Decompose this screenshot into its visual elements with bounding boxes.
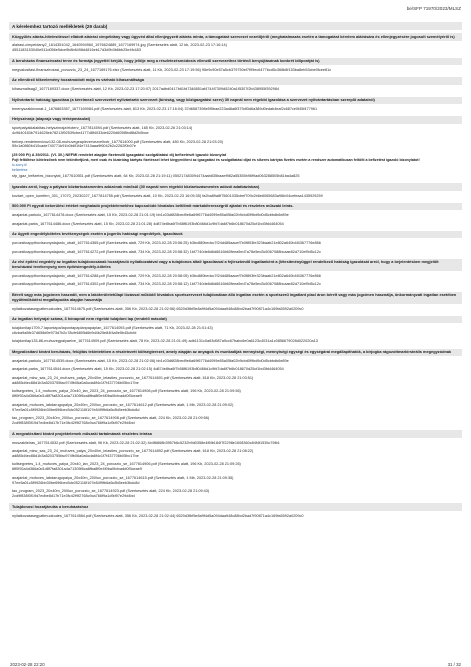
attachment-file-line: koztart_open_komfem_301_17070_20230227_1677814755.pdf (Szerkesztés alatt, 10 Kb, 2023-02-23 16:05:35) fa2ba89a8f75601035cbef709c2b6e6065683a96fc04cefeaa1435929259 xyxy=(12,193,323,198)
attachment-file-line: tao_program_2023_20x40m_200lux_porozzio_se_1677614923.pdf (Szerkesztés alatt, 224 Kb, 2023-02-28 21:09:43) xyxy=(12,489,210,494)
attachment-file-line: anajanlat_mufuves_labdarugopalya_20x40m_200lux_porozzio_se_1677614615.pdf (Szerkesztés alatt, 1 Mb, 2023-02-28 21:09:35) xyxy=(12,475,234,480)
attachment-file-line: 2cd9f838f3f19d7edbe8d17b71e3fc42f9f2768c9ca766f9a1d9d97e29d4bd xyxy=(12,421,135,426)
attachment-file-row[interactable] xyxy=(9,389,462,402)
section-heading: Közgyűlés alárás-hitelesítéssel ellátott aláírási címpéldány vagy ügyvéd által ellenjegyzett aláírás minta, a támogatást szervezet vezetőjéről (meghatalmazás esetén a támogatást kérelem aláírására és ellenjegyzésére jogosult személyéről is) xyxy=(9,33,462,41)
attachment-file-line: muszakileiras_1677614532.pdf (Szerkesztés alatt, 96 Kb, 2023-02-28 21:02:32) 4b4f6868b3957b6c5232b9d0358e4f6fb184f7f2298e1608360c84f4f1535c76fb1 xyxy=(12,440,280,445)
attachment-file-row[interactable] xyxy=(9,86,462,95)
attachment-file-line: sportpalyakialakitas-helyszinrajz/eloterv_1677814594.pdf (Szerkesztés alatt, 165 Kb, 2023-02-26 21:03:14) xyxy=(12,126,193,131)
attachment-file-row[interactable] xyxy=(9,221,462,230)
section-heading: Helyszínrajz (alaprajz vagy térképmásolat) xyxy=(9,116,462,124)
attachment-file-row[interactable] xyxy=(9,139,462,152)
attachment-file-row[interactable] xyxy=(9,273,462,282)
section-heading: Az elvi építési engedély az ingatlan tulajdonosának hozzájáruló nyilatkozatával vagy a tulajdonos általi igazolással a fejlesztendő ingatlanként a (létesítményüggel rendelkező hatóság igazolását arról, hogy a bejelentésben megjelölt beruházási tevékenység nem építésiengedély-köteles xyxy=(9,259,462,271)
fee-notice xyxy=(9,152,462,173)
attachment-sections-bottom xyxy=(9,173,462,521)
attachment-file-line: porozsitoappthoviszonyalajanlo_ubalt_1677614288.pdf (Szerkesztés alatt, 729 Kb, 2023-02-28 20:58:05) b3bc880bedcc7f24d485aacef7b0f893fe323baab21e802a640b4f4367776e866 xyxy=(12,273,321,278)
attachment-file-row[interactable] xyxy=(9,325,462,338)
document-page xyxy=(9,22,462,652)
attachment-file-line: tulajdonilap1709-7.lapontapa/lapontapaplanpapaplan_1677614093.pdf (Szerkesztés alatt, 71 Kb, 2023-02-28 21:01:43) xyxy=(12,326,213,331)
attachment-file-line: 97ee5a01c5f9926bb30be696bec5dc052116f107e84f9fb6a5c8b5eeb3bdc8d xyxy=(12,407,140,412)
attachment-file-row[interactable] xyxy=(9,440,462,449)
attachment-file-line: anajanlat-parks_1677614486.docx (Szerkesztés alatt, 15 Kb, 2023-02-28 21:01:28) 4d874e8ba6f7b58f6193b80466d1c9fd7da6f7b6b018670d25cf1bd3fd4464054 xyxy=(12,221,284,226)
attachment-file-line: sfp_igaz_befizetes_bizonylat_1677610551.pdf (Szerkesztés alatt, 64 Kb, 2023-02-28 21:19:11) 050217483094474aab835baaef982a55355b96f9ad063288505b81ba4a825 xyxy=(12,174,300,179)
attachment-file-row[interactable] xyxy=(9,43,462,56)
attachment-file-line: kihasznaltsag2_1677169337.docx (Szerkesztés alatt, 12 Kb, 2023-02-23 17:20:07) 2017adbd0417b61fd7346851af4744f7309d5240a1f5307f2b438955f392984 xyxy=(12,87,280,92)
attachment-file-line: porozsitoappthoviszonyalajanlo_ubalt_1677614365.pdf (Szerkesztés alatt, 729 Kb, 2023-02-28 20:56:25) b3bc880bedcc7f24d485aacef7b0f893fe323baab21e802a640b4f4367776e866 xyxy=(12,241,321,246)
attachment-file-row[interactable] xyxy=(9,375,462,388)
attachment-file-line: c6cba9a5fe37d658d9e973d7b2c78cfe6805d6b9d4b25e84f4a5e5b45cfcfd xyxy=(12,330,137,335)
attachment-file-line: porozsitoappthoviszonyalajanlo_ubalt_1677614302.pdf (Szerkesztés alatt, 734 Kb, 2023-02-28 20:58:12) 1bf7740de8d6d6616b60feea9ed7a78e5ed3c5067088bcaae82d710ef9d5c12c xyxy=(12,282,321,287)
section-heading: Az ügyeti engedélyköteles tevékenységek esetén a jogerős hatósági engedélyek, igazolások xyxy=(9,231,462,239)
attachment-file-row[interactable] xyxy=(9,415,462,428)
attachment-file-line: tao_program_2023_20x40m_200lux_porozzio_se_1677614908.pdf (Szerkesztés alatt, 224 Kb, 2023-02-28 21:09:56) xyxy=(12,416,210,421)
attachment-file-row[interactable] xyxy=(9,106,462,115)
attachment-file-line: nyilatkozatasegyattmuokodes_1677614675.pdf (Szerkesztés alatt, 356 Kb, 2023-02-28 21:02:56) 6520d3fbf5e8a9f4d5a094daa948c88bd2bad7f90871a4c169fa5592a0209c0 xyxy=(12,306,304,311)
attachment-file-line: alairasi-cimpeldany2_1614351042_1640594960_1976624889_1677169974.jpg (Szerkesztés alatt, 12 kb, 2023-02-23 17:16:14) xyxy=(12,43,227,48)
attachment-file-row[interactable] xyxy=(9,339,462,348)
attachment-file-line: 6ff0f92a4d366a0d1d8f7fa8301a4a71305f6ca8fba8f0e4f0ba0fcfcadd0f3ceae9 xyxy=(12,467,142,472)
section-heading: Tulajdonosi hozzájárulás a beruházáshoz xyxy=(9,503,462,511)
attachment-file-line: anajanlat-parkolo_1677614478.docx (Szerkesztés alatt, 15 Kb, 2023-02-28 21:01:19) bb1c03d6f28bed9e6a69f6776d4099e85a05fa02b9cbd0f9bd9d0d5cbbdb6e89e xyxy=(12,213,289,218)
attachment-file-row[interactable] xyxy=(9,475,462,488)
attachment-file-line: porozsitoappthoviszonyalajanlo_ubalt_1677614272.pdf (Szerkesztés alatt, 734 Kb, 2023-02-28 20:58:32) 1bf7740de8d6d6616b60feea9ed7a78e5ed3c5067088bcaae82d710ef9d5c12c xyxy=(12,249,321,254)
attachment-file-line: 2cd9f838f3f19d7edbe8d17b71e3fc42f9f2768c9ca766f9a1d9d97e29d4bd xyxy=(12,494,135,499)
section-heading: A megvalósítani kívánt projektelemek műszaki tartalmának részletes leírása xyxy=(9,430,462,438)
attachment-sections-top xyxy=(9,33,462,152)
page-number: 31 / 32 xyxy=(447,662,461,667)
attachment-file-row[interactable] xyxy=(9,282,462,291)
attachment-file-line: ad885d4ec88d1b3a5203755fac974fb06a0a6cda6f4c1f7f437706b05bc17be xyxy=(12,453,139,458)
attachment-file-line: ad885d4ec88d1b3a5203755fac974fb06a0a6cda6f4c1f7f437706b05bc17be xyxy=(12,380,139,385)
section-heading: Az ingatlan helyrajzi száma, 3 hónapnál nem régebbi tulajdoni lap (rendelő másolat) xyxy=(9,316,462,324)
attachment-file-row[interactable] xyxy=(9,513,462,522)
attachment-file-row[interactable] xyxy=(9,488,462,501)
attachment-file-line: anajanlat-parkolo_1677614539.docx (Szerkesztés alatt, 15 Kb, 2023-02-28 21:02:06) bb1c03d6f28bed9e6a69f6776d4099e85a05fa02b9cbd0f9bd9d0d5cbbdb6e89e xyxy=(12,358,289,363)
attachment-file-line: bmenyszakkivonat-1_1676863357_1677169084.pdf (Szerkesztés alatt, 813 Kb, 2023-02-23 17:16:04) 37d6587398e5f5bae223ad8a6f379df3d6a389d0edab4eaf2c687ce0f45f477961 xyxy=(12,106,318,111)
page-title: A kérelemhez tartozó mellékletek (29 darab) xyxy=(9,22,462,30)
fee-notice-text: Fojt feltöltése kötelezőnek nem tekinthetjünk, meri csak és kizárólag kártyás fizetéssel lehet kiegyenlíteni az igazgatási és szolgáltatási díjat és sikeres kártyás fizetés esetén a rendszer automatikusan feltölti a befizetést igazoló bizonylatot! xyxy=(12,157,420,162)
section-heading: 500.000 Ft egyedi bekerülési értéket meghaladó projektelemekhez kapcsolódó hivatalos beltilimit márkakiterességről ajánlat és részletes műszaki leírás. xyxy=(9,203,462,211)
attachment-file-row[interactable] xyxy=(9,173,462,182)
attachment-file-line: 4c9640163b7914625eb78213f92539cbe4177d8f4033de6220d605f8bdf8d2b5bce xyxy=(12,131,149,136)
attachment-file-line: 4551183153040e511d056e5dce5b8b6498d4816eb17d3d9b3b6bb25e4fc483 xyxy=(12,48,141,53)
attachment-file-line: megvalositasi-finanszirozasi_porozzio_23_24_1677169176.xlsx (Szerkesztés alatt, 11 Kb, 2023-02-23 17:19:56) 95e9c90e57a5cb379750ef7f99ec6477bcd5c366b8f153ba8eb53cbe0fcee81c xyxy=(12,67,332,72)
section-heading: A beruházás finanszírozási terve és formája (egyetlél kérjük, hogy jelölje meg a részletezésmódosis ellenzői szervezethez történő benyújtásának konkrét időpontját is) xyxy=(9,58,462,66)
attachment-file-line: 6ff0f92a4d366a0d1d8f7fa8301a4a71305f6ca8fba8f0e4f0ba0fcfcadd0f3ceae9 xyxy=(12,394,142,399)
attachment-file-line: anajanlat_mufuves_labdarugopalya_20x40m_200lux_porozzio_se_1677614612.pdf (Szerkesztés alatt, 1 Mb, 2023-02-28 21:09:02) xyxy=(12,402,234,407)
attachment-file-line: koltsegvetes_1.4_mufuves_palya_20x40_lan_2023_24_porozzio_se_1677614906.pdf (Szerkesztés alatt, 196 Kb, 2023-02-28 21:09:26) xyxy=(12,462,241,467)
attachment-file-line: belvep-rendelemvivoz132-08-muhuvegeaplevervezvelhotr_1677614000.pdf (Szerkesztés alatt, 480 Kb, 2023-02-28 21:03:20) xyxy=(12,139,224,144)
print-datetime: 2023-02-28 22:20 xyxy=(10,662,45,667)
attachment-file-row[interactable] xyxy=(9,67,462,76)
attachment-file-line: anajanlat_mkw_sas_23_24_mufuves_palya_20x40m_lelastles_porozzio_se_1677614601.pdf (Szerkesztés alatt, 618 Kb, 2023-02-28 21:03:51) xyxy=(12,375,254,380)
attachment-file-row[interactable] xyxy=(9,462,462,475)
section-heading: Az ellenőrző tőkeelemény hozzámódott mója és várható kihasználtsága xyxy=(9,77,462,85)
attachment-file-row[interactable] xyxy=(9,367,462,376)
attachment-file-row[interactable] xyxy=(9,212,462,221)
section-heading: Igazolás arról, hogy a pályázó köztartozásmentes adózónak minősül (30 napnál nem régebbi köztartozásmentes adózói adatbázisban) xyxy=(9,183,462,191)
section-heading: Megvalósítani kívánt beruházás, felújítás tekintetében a részletezett költségterezet, amely alapján az anyagok és munkadíjak mennyiségi, mennyiségi egységi és egységárai megállapíthatók, a bírjogba rágozottmarkirsteális megegyzódnak xyxy=(9,349,462,357)
fee-notice-link[interactable]: tu.sorry.it/ xyxy=(12,162,27,167)
fee-notice-link-2[interactable]: befizetése xyxy=(12,167,28,172)
attachment-file-row[interactable] xyxy=(9,125,462,138)
attachment-file-row[interactable] xyxy=(9,240,462,249)
document-reference: be/SFP 71970/2023/MLSZ xyxy=(406,6,461,11)
attachment-file-line: anajanlat-parks_1677614544.docx (Szerkesztés alatt, 15 Kb, 2023-02-28 21:02:15) 4d874e8ba6f7b58f6193b80466d1c9fd7da6f7b6b018670d25cf1bd3fd4464054 xyxy=(12,367,284,372)
attachment-file-line: 97ee5a01c5f9926bb30be696bec5dc052116f107e84f9fb6a5c8b5eeb3bdc8d xyxy=(12,480,140,485)
attachment-file-row[interactable] xyxy=(9,249,462,258)
fee-notice-title: (25 000 Ft) A 39/2011. (VI. 30.) NEFMI rendelet alapján fizetendő igazgatási szolgáltatási díj befizetését igazoló bizonylat xyxy=(12,153,227,158)
attachment-file-row[interactable] xyxy=(9,358,462,367)
section-heading: Bérelt vagy más jogcímen használt, nem a lakóterületetűlapi lózással működő hivatalos sportszervezet tulajdonában álló ingatlan esetén a sportszerű ingatlant piaci áron bérelt vagy más jogcímen használja, önkormányzati ingatlan esetében együttműködési megállapodás alapján használja xyxy=(9,292,462,304)
attachment-file-row[interactable] xyxy=(9,402,462,415)
section-heading: Nyilvántartó hatóság igazolása (a kérelmező szervezetet nyilvántartó szervezet (bíróság, vagy közigazgatási szerv) 30 napnál nem régebbi igazolása a szervezet nyilvántartásban szereplő adatairól) xyxy=(9,97,462,105)
attachment-file-row[interactable] xyxy=(9,448,462,461)
attachment-file-line: anajanlat_mkw_sas_23_24_mufuves_palya_20x40m_lelastles_porozzio_se_1677614892.pdf (Szerkesztés alatt, 618 Kb, 2023-02-28 21:08:22) xyxy=(12,449,254,454)
attachment-file-line: nyilatkozatasegyattmuokodes_1677614564.pdf (Szerkesztés alatt, 356 Kb, 2023-02-28 21:02:44) 6520d3fbf5e8a9f4d5a094daa948c88bd2bad7f90871a4c169fa5592a0209c0 xyxy=(12,513,304,518)
attachment-file-line: 59c1a0860b410cade740771b91b0b6f1f4e7410aaa9f6042b2c2262f0b07e xyxy=(12,144,136,149)
attachment-file-line: tulajdonilap133-86-muhuvegpalyaelve_1677614909.pdf (Szerkesztés alatt, 78 Kb, 2023-02-28 21:01:49) adb1131c0a63d987a9cc67babc6e0a6123c4031a1c0856679028d022020a13 xyxy=(12,339,318,344)
attachment-file-line: koltsegvetes_1.4_mufuves_palya_20x40_lan_2023_24_porozzio_se_1677614908.pdf (Szerkesztés alatt, 196 Kb, 2023-02-28 21:09:56) xyxy=(12,389,241,394)
attachment-file-row[interactable] xyxy=(9,193,462,202)
attachment-file-row[interactable] xyxy=(9,306,462,315)
